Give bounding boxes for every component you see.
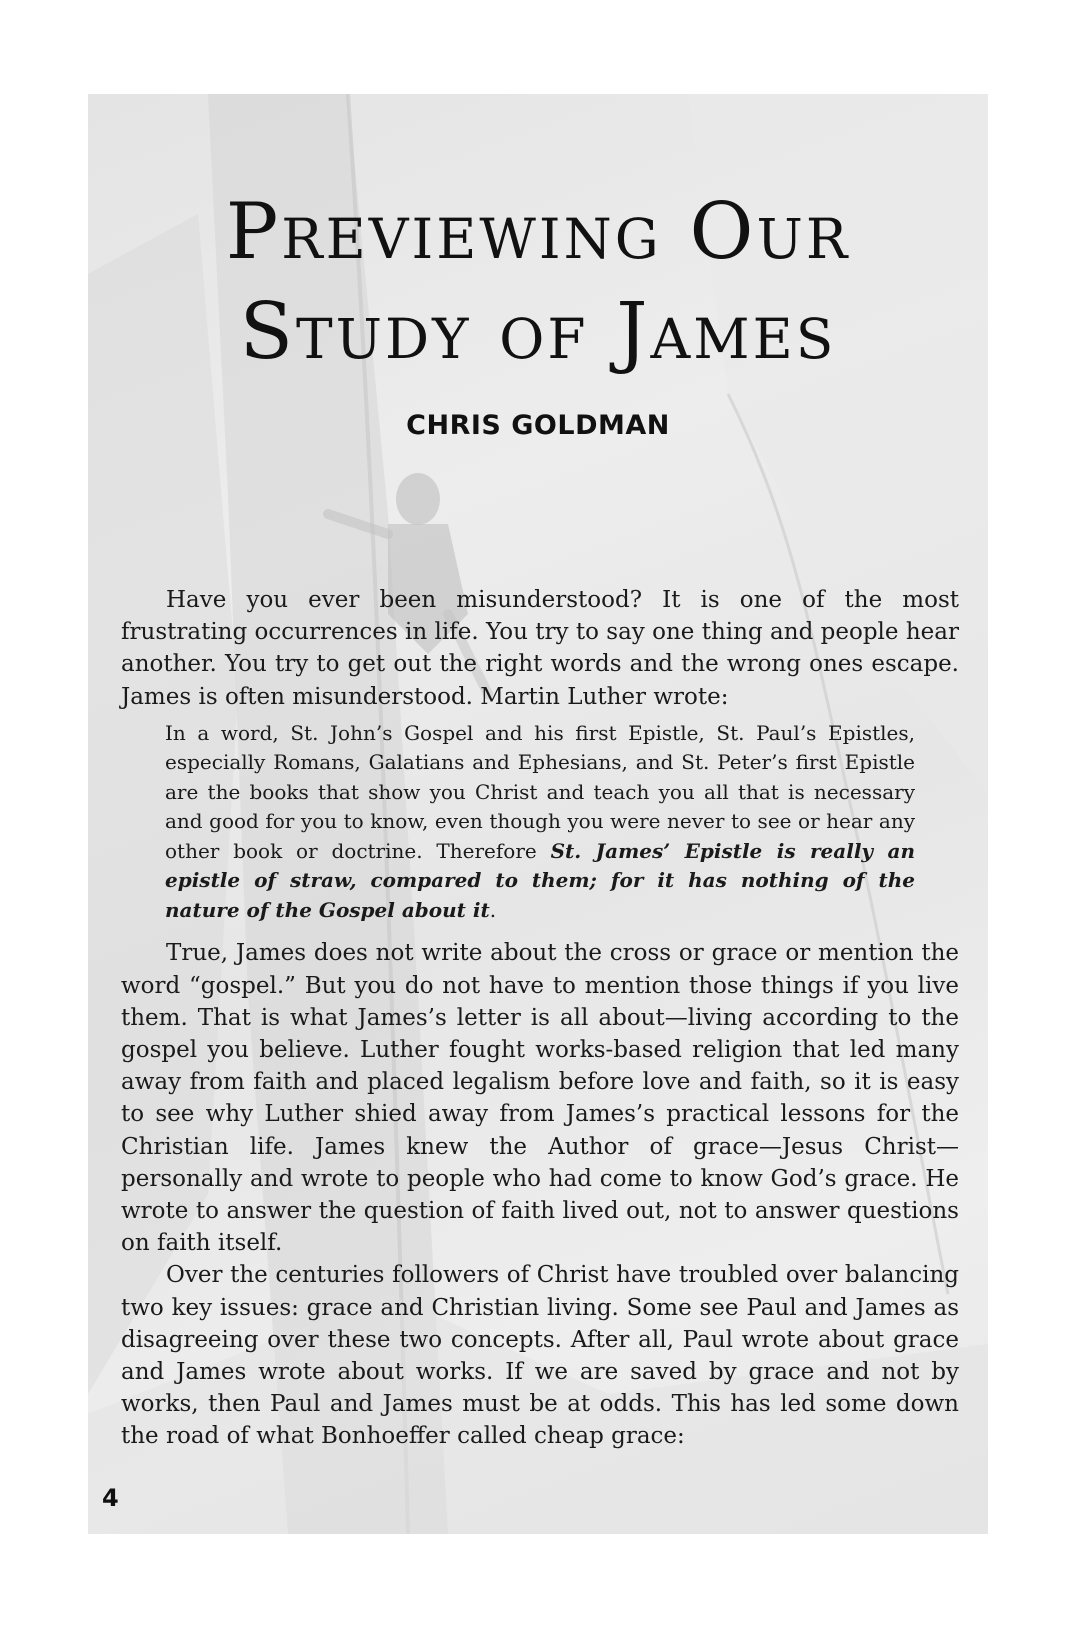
page-number: 4 — [102, 1484, 119, 1512]
paragraph-centuries: Over the centuries followers of Christ have troubled over balancing two key issues: grace and Christian living. Some see Paul and James as disagreeing over these two concepts. After all, Paul wrote about grace and James wrote about works. If we are saved by grace and not by works, then Paul and James must be at odds. This has led some down the road of what Bonhoeffer called cheap grace: — [121, 1262, 959, 1450]
chapter-title — [88, 182, 988, 382]
photo-background-panel — [88, 94, 988, 1534]
chapter-title-line-2: Study of James — [239, 287, 837, 377]
paragraph-intro: Have you ever been misunderstood? It is one of the most frustrating occurrences in life. You try to say one thing and people hear another. You try to get out the right words and the wrong ones escape. James is often misunderstood. Martin Luther wrote: — [121, 587, 959, 710]
author-name: CHRIS GOLDMAN — [406, 410, 670, 441]
block-quote-luther — [165, 719, 915, 926]
quote-text: In a word, St. John’s Gospel and his first Epistle, St. Paul’s Epistles, especially Romans, Galatians and Ephesians, and St. Peter’s first Epistle are the books that show you Christ and teach you all that is necessary and good for you to know, even though you were never to see or hear any other book or doctrine. Therefore — [165, 720, 915, 863]
quote-end: . — [489, 897, 497, 922]
article-body — [121, 584, 959, 1453]
paragraph-true-james: True, James does not write about the cross or grace or mention the word “gospel.” But you do not have to mention those things if you live them. That is what James’s letter is all about—living according to the gospel you believe. Luther fought works-based religion that led many away from faith and placed legalism before love and faith, so it is easy to see why Luther shied away from James’s practical lessons for the Christian life. James knew the Author of grace—Jesus Christ—personally and wrote to people who had come to know God’s grace. He wrote to answer the question of faith lived out, not to answer questions on faith itself. — [121, 940, 959, 1257]
quote-emphasis: St. James’ Epistle is really an epistle of straw, compared to them; for it has nothing of the nature of the Gospel about it — [165, 838, 915, 922]
chapter-title-line-1: Previewing Our — [225, 187, 851, 277]
